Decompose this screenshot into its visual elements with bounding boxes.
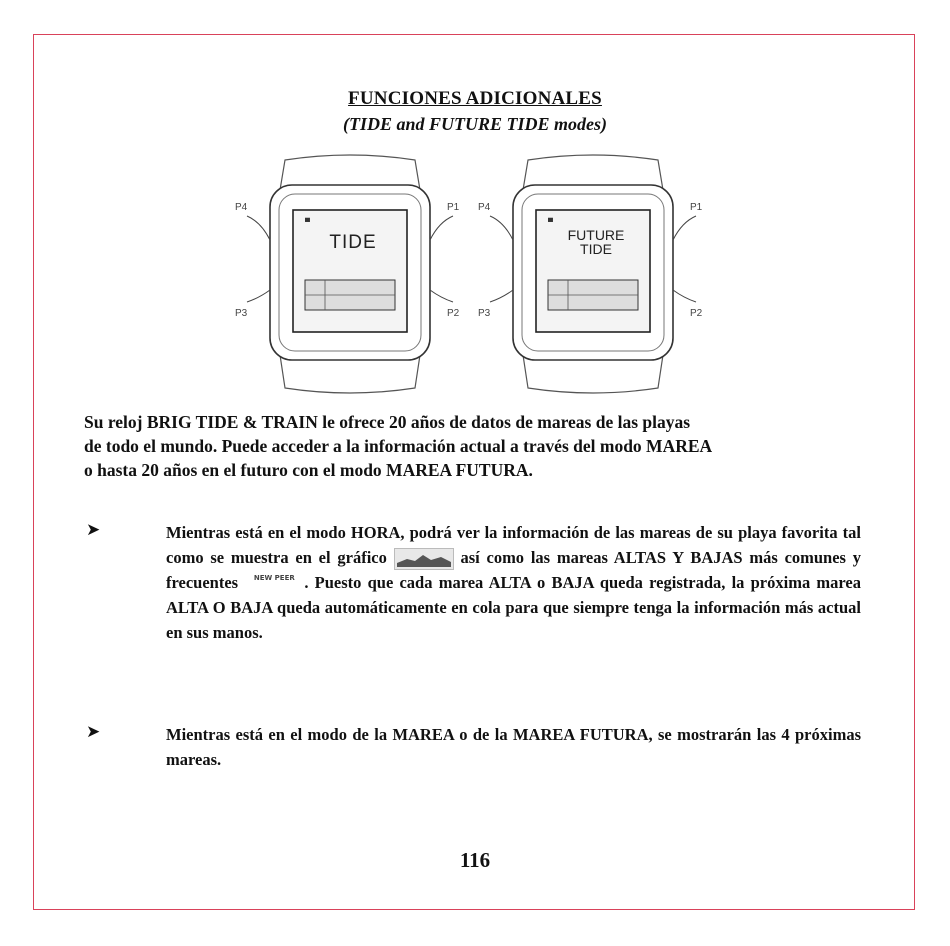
- button-label-p3: P3: [478, 308, 491, 319]
- button-label-p3: P3: [235, 308, 248, 319]
- page-title: FUNCIONES ADICIONALES: [348, 88, 602, 109]
- watch-screen-text: TIDE: [580, 241, 612, 257]
- bullet-text: Mientras está en el modo de la MAREA o de la MAREA FUTURA, se mostrarán las 4 próximas mareas.: [166, 725, 861, 769]
- intro-paragraph: [84, 410, 864, 482]
- tide-graph-icon: [394, 548, 454, 570]
- watch-screen-text: TIDE: [329, 232, 377, 253]
- page-number: 116: [459, 848, 491, 872]
- page-subtitle: (TIDE and FUTURE TIDE modes): [342, 114, 607, 134]
- intro-line: de todo el mundo. Puede acceder a la información actual a través del modo MAREA: [84, 436, 713, 456]
- arrow-bullet-icon: ➤: [86, 520, 101, 539]
- bullet-text: Mientras está en el modo HORA, podrá ver la información de las mareas de su playa favorita tal como se muestra en el gráfico así como las mareas ALTAS Y BAJAS más comunes y frecuentes NEW PEER . Puesto que cada marea ALTA o BAJA queda registrada, la próxima marea ALTA O BAJA queda automáticamente en cola para que siempre tenga la información más actual en sus manos.: [166, 523, 862, 643]
- high-low-tide-icon: NEW PEER: [253, 574, 295, 583]
- intro-line: Su reloj BRIG TIDE & TRAIN le ofrece 20 años de datos de mareas de las playas: [84, 412, 691, 432]
- svg-text:▀: ▀: [548, 219, 553, 226]
- button-label-p2: P2: [690, 308, 703, 319]
- watch-screen-text: FUTURE: [567, 227, 625, 243]
- button-label-p4: P4: [478, 202, 491, 213]
- button-label-p4: P4: [235, 202, 248, 213]
- button-label-p2: P2: [447, 308, 460, 319]
- svg-text:▀: ▀: [305, 219, 310, 226]
- watch-illustration-future-tide: [468, 150, 718, 400]
- intro-line: o hasta 20 años en el futuro con el modo MAREA FUTURA.: [84, 460, 533, 480]
- button-label-p1: P1: [690, 202, 703, 213]
- arrow-bullet-icon: ➤: [86, 722, 101, 741]
- button-label-p1: P1: [447, 202, 460, 213]
- watch-illustration-tide: [225, 150, 475, 400]
